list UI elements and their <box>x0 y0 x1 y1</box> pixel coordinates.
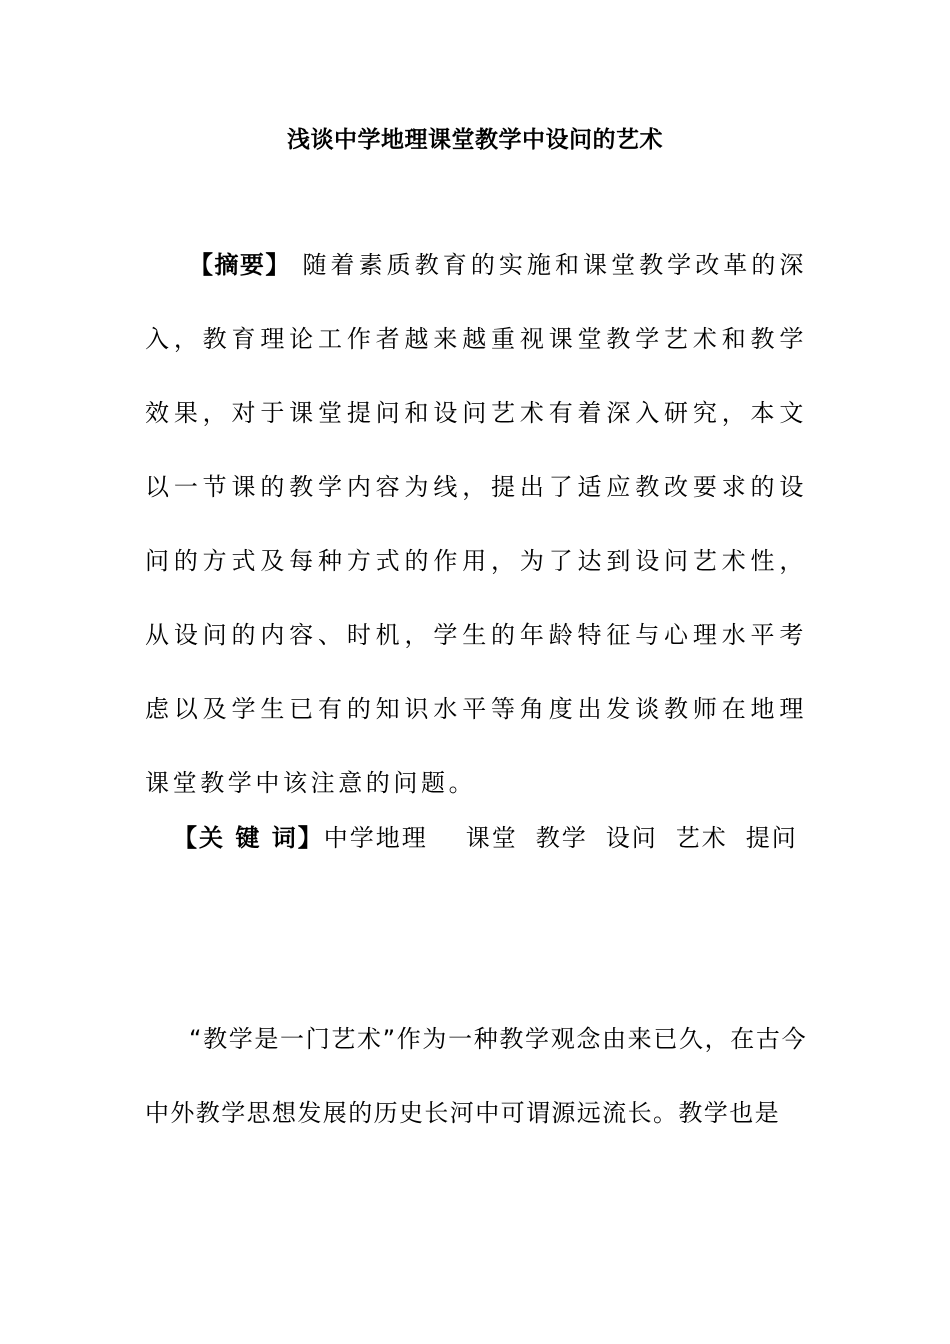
keyword-item: 设问 <box>605 824 658 852</box>
keyword-item: 课堂 <box>465 824 518 852</box>
keyword-item: 提问 <box>745 824 798 852</box>
keyword-item: 教学 <box>535 824 588 852</box>
keyword-item: 中学地理 <box>323 824 428 852</box>
abstract-label: 【摘要】 <box>189 251 291 279</box>
keywords-paragraph <box>145 801 807 875</box>
body-paragraph: “教学是一门艺术”作为一种教学观念由来已久，在古今中外教学思想发展的历史长河中可谓源远流长。教学也是 <box>145 1025 807 1127</box>
abstract-paragraph <box>145 228 807 820</box>
keyword-item: 艺术 <box>675 824 728 852</box>
abstract-text: 随着素质教育的实施和课堂教学改革的深入，教育理论工作者越来越重视课堂教学艺术和教学效果，对于课堂提问和设问艺术有着深入研究，本文以一节课的教学内容为线，提出了适应教改要求的设问的方式及每种方式的作用，为了达到设问艺术性，从设问的内容、时机，学生的年龄特征与心理水平考虑以及学生已有的知识水平等角度出发谈教师在地理课堂教学中该注意的问题。 <box>145 251 807 797</box>
keywords-label: 【关 键 词】 <box>173 824 324 852</box>
document-title: 浅谈中学地理课堂教学中设问的艺术 <box>287 127 663 153</box>
